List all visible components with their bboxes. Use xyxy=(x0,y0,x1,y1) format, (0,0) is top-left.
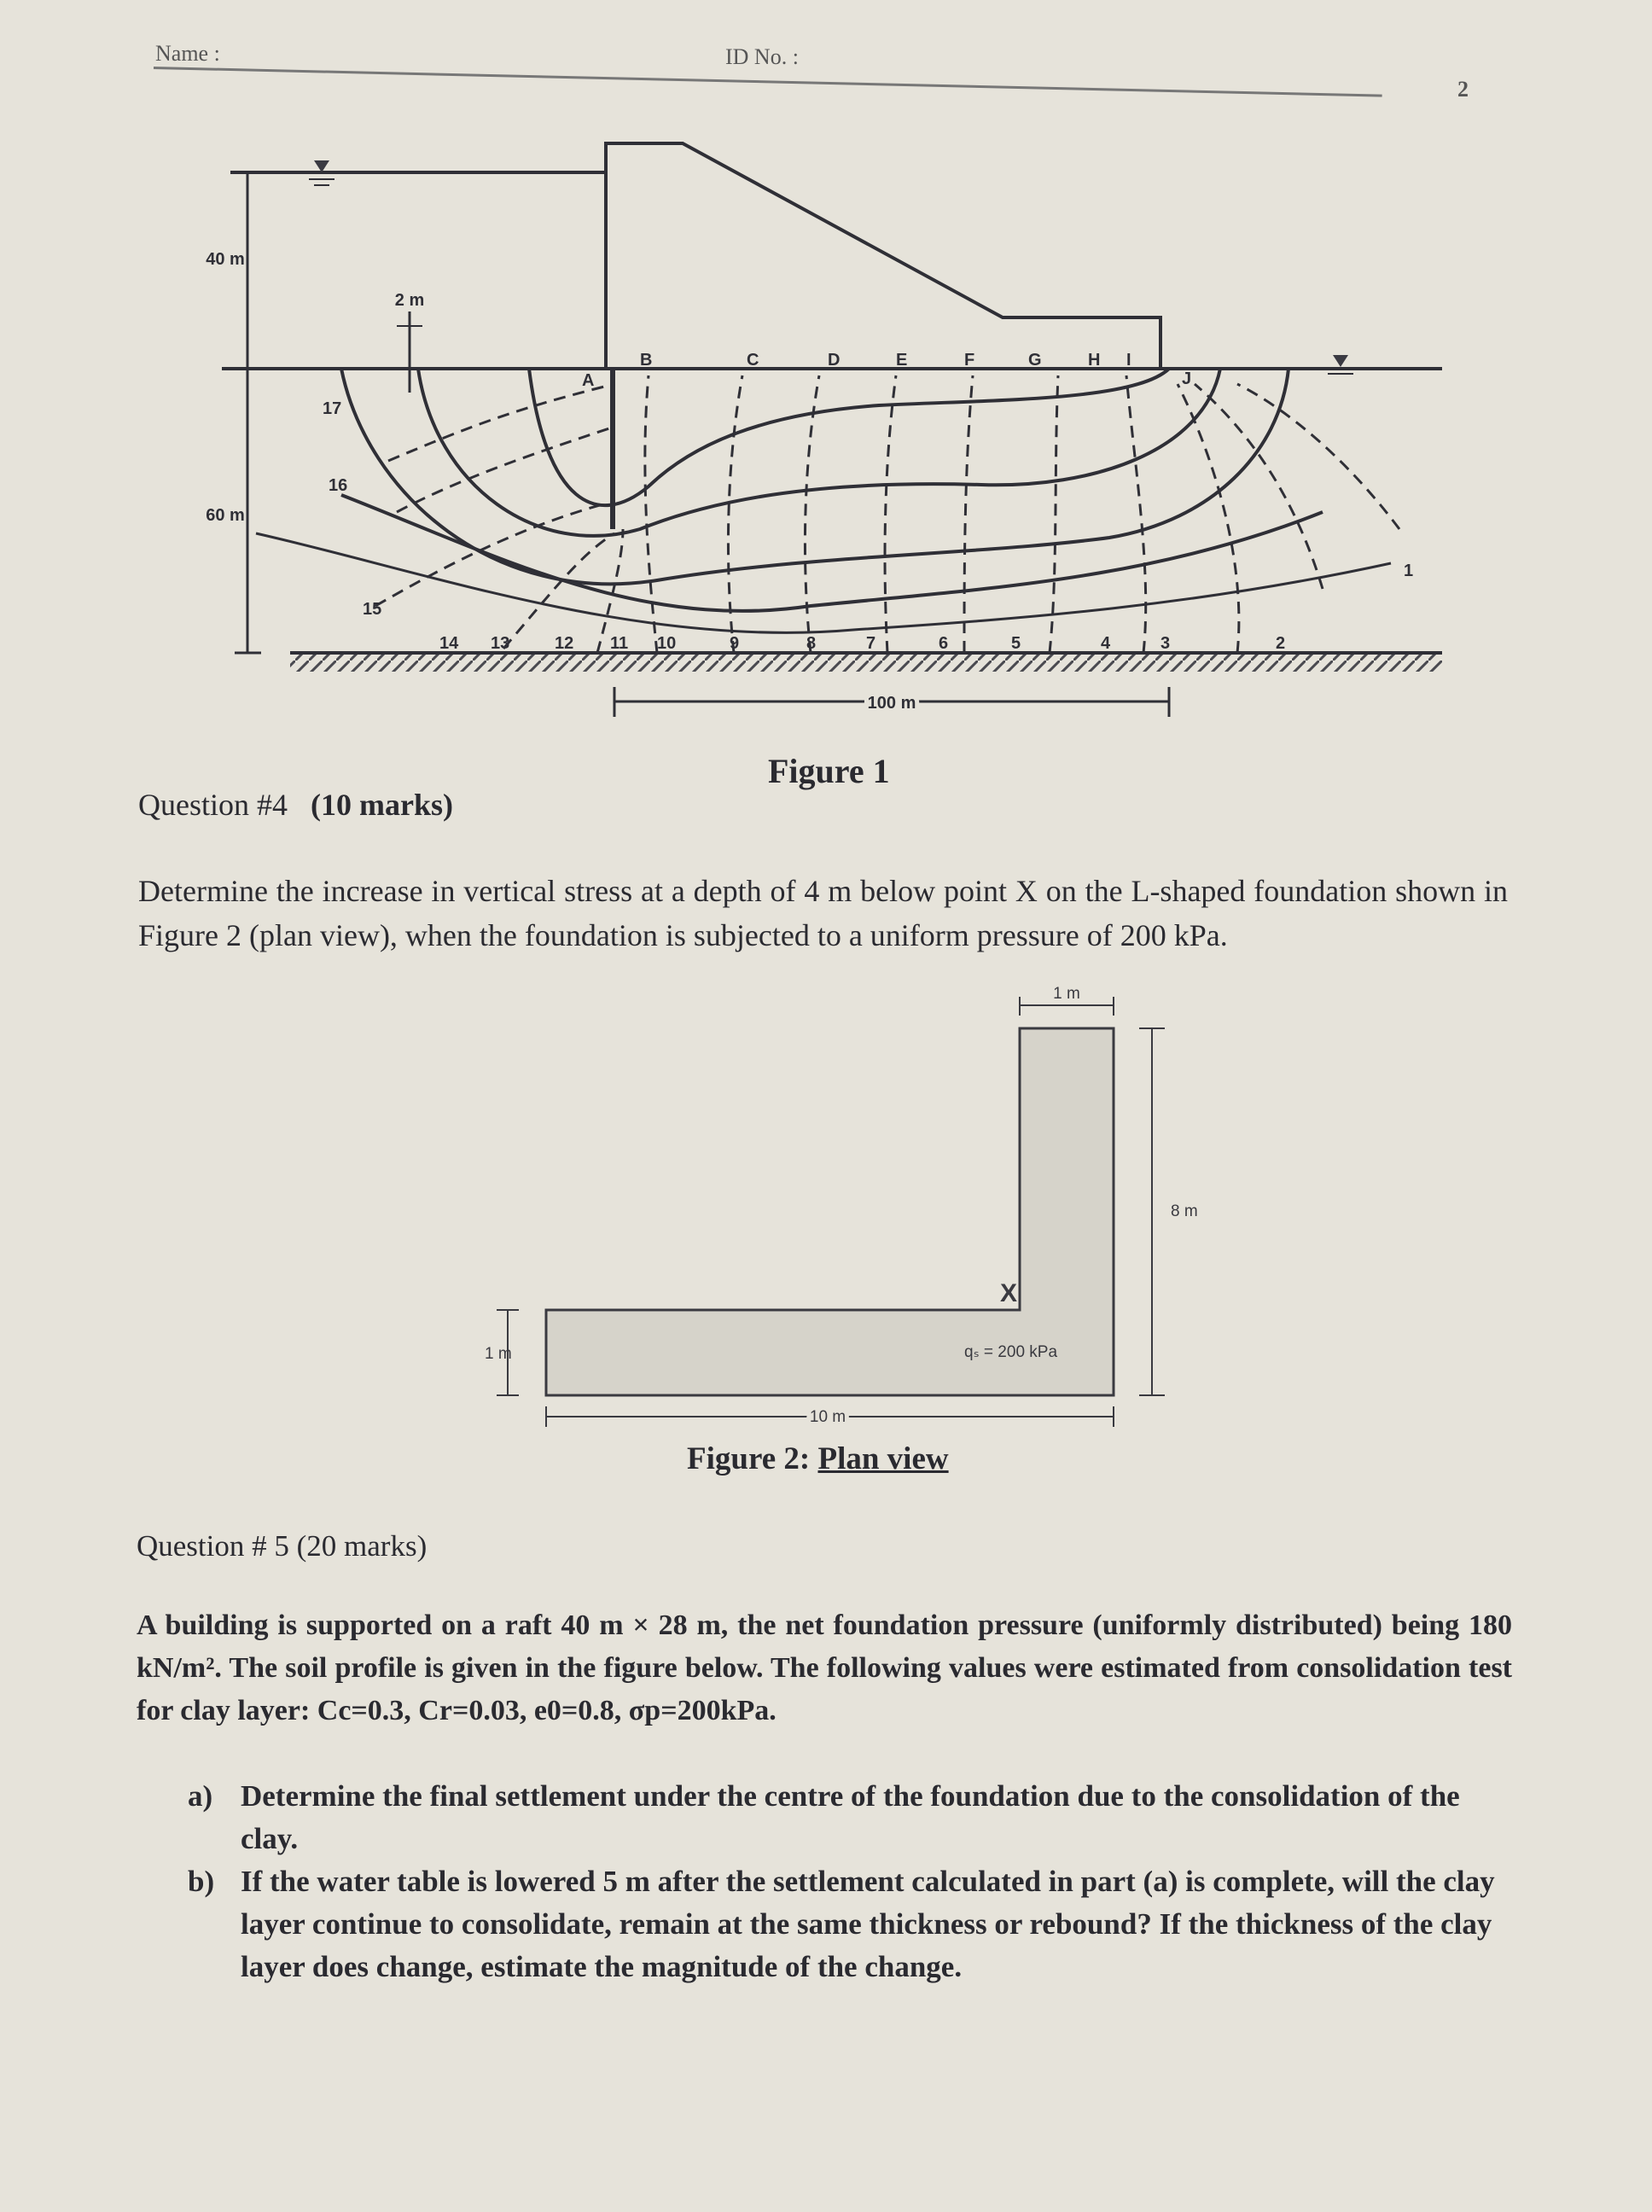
length-label: 10 m xyxy=(809,1408,846,1426)
surface-letter: G xyxy=(1028,351,1042,370)
id-label: ID No. : xyxy=(725,44,799,69)
list-marker: b) xyxy=(188,1865,215,1898)
drop-label: 10 xyxy=(657,634,677,653)
drop-label: 3 xyxy=(1160,634,1171,653)
depth-top-label: 40 m xyxy=(206,250,245,269)
flow-line xyxy=(341,495,1323,611)
header-rule xyxy=(154,67,1382,97)
surface-letter: I xyxy=(1126,351,1131,370)
figure-1-flow-net xyxy=(206,128,1459,742)
drop-label: 1 xyxy=(1404,562,1414,580)
drop-label: 2 xyxy=(1276,634,1286,653)
surface-letter: H xyxy=(1088,351,1101,370)
figure-2-caption xyxy=(687,1441,949,1477)
question-5-heading: Question # 5 (20 marks) xyxy=(137,1529,428,1563)
question-5-parts xyxy=(188,1775,1519,1988)
drop-label: 12 xyxy=(555,634,574,653)
drop-label: 11 xyxy=(610,634,629,653)
drop-label: 9 xyxy=(730,634,740,653)
figure-2-caption-label: Figure 2: xyxy=(687,1441,818,1476)
surface-letter: D xyxy=(828,351,841,370)
point-x-label: X xyxy=(1000,1279,1018,1307)
list-item-text: Determine the final settlement under the centre of the foundation due to the consolidation of the clay. xyxy=(241,1779,1460,1855)
list-item xyxy=(188,1860,1519,1988)
page-number: 2 xyxy=(1457,77,1469,102)
drop-label: 7 xyxy=(866,634,876,653)
equipotential-line xyxy=(1195,384,1323,589)
drop-label: 13 xyxy=(491,634,510,653)
equipotential-line xyxy=(805,375,819,653)
drop-label: 17 xyxy=(323,399,342,418)
equipotential-line xyxy=(1050,375,1058,653)
question-4-heading xyxy=(138,787,453,823)
list-item xyxy=(188,1775,1519,1860)
figure-2-caption-plan-view: Plan view xyxy=(817,1441,949,1476)
load-label: qₛ = 200 kPa xyxy=(964,1343,1058,1361)
flow-line xyxy=(529,369,1169,505)
surface-letter: E xyxy=(896,351,908,370)
question-4-title: Question #4 xyxy=(138,788,288,822)
surface-letter: F xyxy=(964,351,975,370)
span-label: 100 m xyxy=(867,694,916,713)
surface-letter: A xyxy=(582,371,595,390)
list-marker: a) xyxy=(188,1779,213,1813)
height-label: 8 m xyxy=(1171,1202,1198,1220)
drop-label: 6 xyxy=(939,634,949,653)
dim-small-label: 2 m xyxy=(394,291,425,310)
l-shaped-foundation xyxy=(546,1028,1114,1395)
depth-bottom-label: 60 m xyxy=(206,506,245,525)
water-level-symbol xyxy=(314,160,329,172)
surface-letter: C xyxy=(747,351,759,370)
list-item-text: If the water table is lowered 5 m after the settlement calculated in part (a) is complete, will the clay layer continue to consolidate, remain at the same thickness or rebound? If the thickness of the clay layer does change, estimate the magnitude of the change. xyxy=(241,1865,1495,1983)
impervious-layer xyxy=(290,653,1442,672)
figure-1-caption: Figure 1 xyxy=(768,752,890,790)
question-4-text: Determine the increase in vertical stress at a depth of 4 m below point X on the L-shaped foundation shown in Figure 2 (plan view), when the foundation is subjected to a uniform pressure of 200 kPa. xyxy=(138,874,1508,952)
question-5-text: A building is supported on a raft 40 m × 28 m, the net foundation pressure (uniformly distributed) being 180 kN/m². The soil profile is given in the figure below. The following values were estimated from consolidation test for clay layer: Cc=0.3, Cr=0.03, e0=0.8, σp=200kPa. xyxy=(137,1610,1512,1726)
surface-letter: J xyxy=(1182,370,1192,388)
question-4-marks: (10 marks) xyxy=(311,788,453,822)
drop-label: 14 xyxy=(439,634,459,653)
figure-2-plan-view xyxy=(478,981,1198,1459)
surface-letter: B xyxy=(640,351,653,370)
drop-label: 15 xyxy=(363,600,382,619)
dam-outline xyxy=(606,143,1160,369)
drop-label: 8 xyxy=(806,634,817,653)
drop-label: 16 xyxy=(329,476,348,495)
equipotential-line xyxy=(964,375,973,653)
equipotential-line xyxy=(645,375,657,653)
equipotential-line xyxy=(1178,384,1239,653)
equipotential-line xyxy=(1126,375,1146,653)
flow-line xyxy=(256,533,1391,632)
equipotential-line xyxy=(885,375,896,653)
drop-label: 5 xyxy=(1011,634,1021,653)
top-width-label: 1 m xyxy=(1053,985,1080,1003)
left-width-label: 1 m xyxy=(485,1345,512,1363)
name-label: Name : xyxy=(155,41,220,66)
drop-label: 4 xyxy=(1101,634,1111,653)
